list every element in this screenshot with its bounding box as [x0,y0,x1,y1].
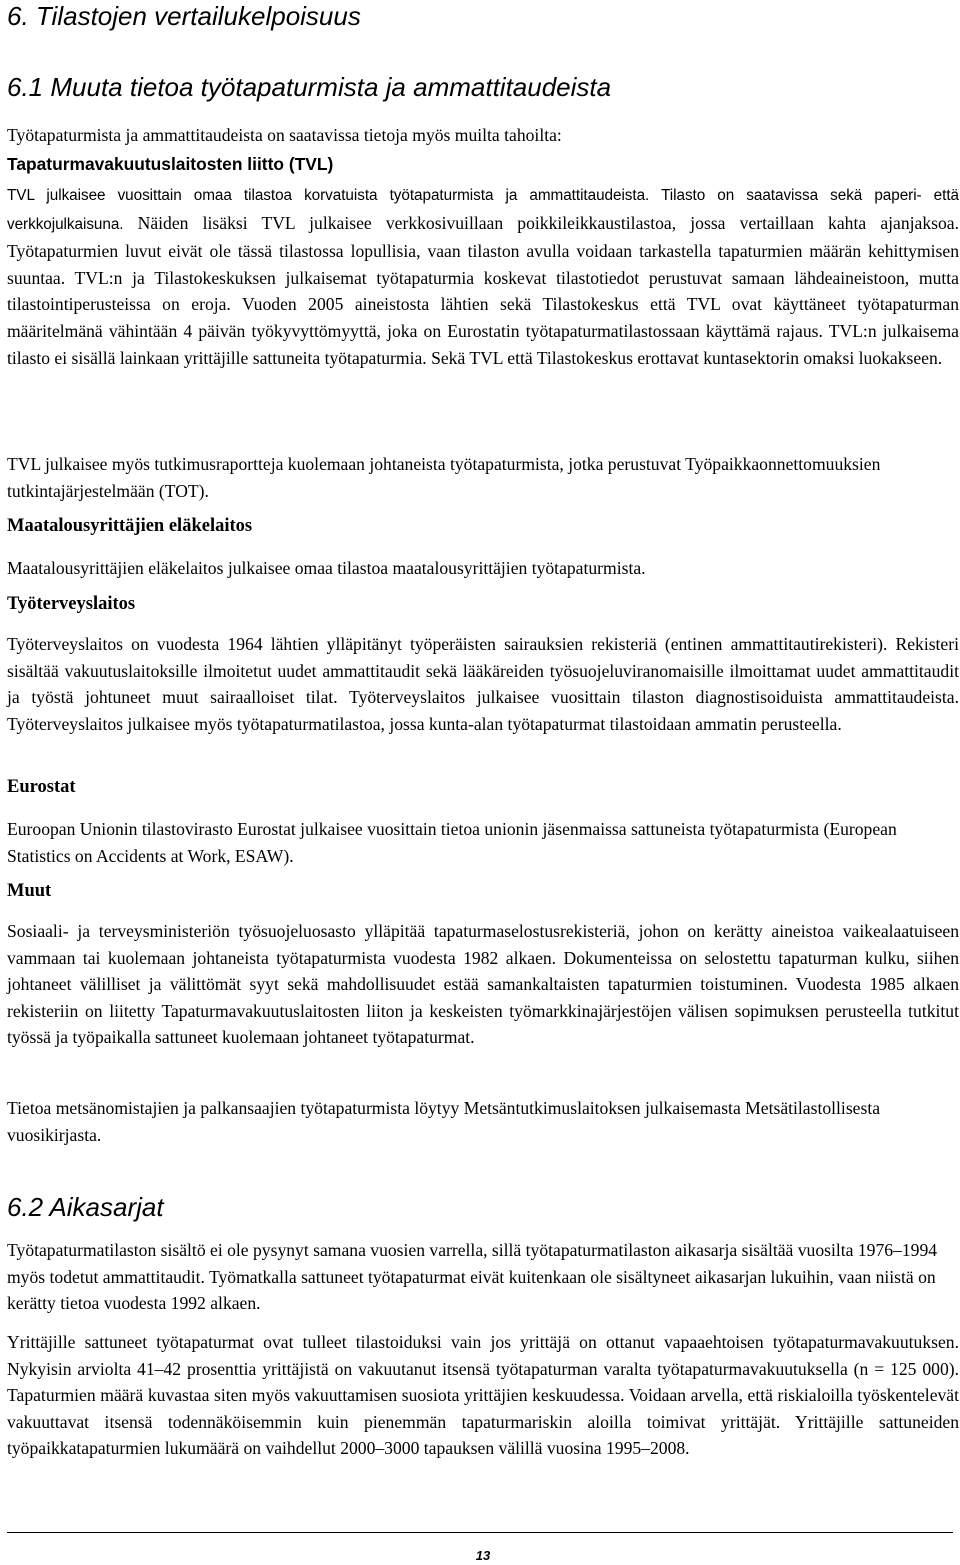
section-heading-6-1: 6.1 Muuta tietoa työtapaturmista ja ammattitaudeista [7,72,612,102]
muut-paragraph-1: Sosiaali- ja terveysministeriön työsuojeluosasto ylläpitää tapaturmaselostusrekisteriä, johon on kerätty aineistoa vaikealaatuiseen vammaan tai kuolemaan johtaneista työtapaturmista vuodesta 1982 alkaen. Dokumenteissa on selostettu tapaturman kulku, siihen johtaneet välilliset ja välittömät syyt sekä mahdollisuudet estää samankaltaisten tapaturmien toistuminen. Vuodesta 1985 alkaen rekisteriin on liitetty Tapaturmavakuutuslaitosten liiton ja keskeisten työmarkkinajärjestöjen välisen sopimuksen perusteella tutkitut työssä ja työpaikalla sattuneet kuolemaan johtaneet työtapaturmat. [7,921,959,1048]
tvl-body: Näiden lisäksi TVL julkaisee verkkosivuillaan poikkileikkaustilastoa, jossa vertaillaan kahta ajanjaksoa. Työtapaturmien luvut eivät ole tässä tilastossa lopullisia, vaan tilaston avulla voidaan tarkastella tapaturmien määrän kehittymisen suuntaa. TVL:n ja Tilastokeskuksen julkaisemat työtapaturmia koskevat tilastotiedot perustuvat samaan lähdeaineistoon, mutta tilastointiperusteissa on eroja. Vuoden 2005 aineistosta lähtien sekä Tilastokeskus että TVL ovat käyttäneet työtapaturman määritelmänä vähintään 4 päivän työkyvyttömyyttä, joka on Eurostatin työtapaturmatilastossaan käyttämä rajaus. TVL:n julkaisema tilasto ei sisällä lainkaan yrittäjille sattuneita työtapaturmia. Sekä TVL että Tilastokeskus erottavat kuntasektorin omaksi luokakseen. [7,212,959,368]
page-number [0,1548,960,1563]
tvl-paragraph-2: TVL julkaisee myös tutkimusraportteja kuolemaan johtaneista työtapaturmista, jotka perustuvat Työpaikkaonnettomuuksien tutkintajärjestelmään (TOT). [7,454,881,501]
footer-divider [7,1532,953,1533]
mela-heading: Maatalousyrittäjien eläkelaitos [7,516,253,536]
aikasarjat-paragraph-1: Työtapaturmatilaston sisältö ei ole pysynyt samana vuosien varrella, sillä työtapaturmatilaston aikasarja sisältää vuosilta 1976–1994 myös todetut ammattitaudit. Työmatkalla sattuneet työtapaturmat eivät kuitenkaan ole sisältyneet aikasarjan lukuihin, vaan niistä on kerätty tietoa vuodesta 1992 alkaen. [7,1240,938,1314]
mela-paragraph: Maatalousyrittäjien eläkelaitos julkaisee omaa tilastoa maatalousyrittäjien työtapaturmista. [7,558,646,578]
eurostat-heading: Eurostat [7,777,76,797]
tvl-lead: TVL julkaisee vuosittain omaa tilastoa korvatuista työtapaturmista ja ammattitaudeista. Tilasto on saatavissa sekä paperi- että verkkojulkaisuna. [7,187,959,233]
intro-paragraph: Työtapaturmista ja ammattitaudeista on saatavissa tietoja myös muilta tahoilta: [7,125,562,145]
page-number-text: 13 [475,1548,491,1563]
section-heading-6-2: 6.2 Aikasarjat [7,1192,164,1222]
eurostat-paragraph: Euroopan Unionin tilastovirasto Eurostat julkaisee vuosittain tietoa unionin jäsenmaissa sattuneista työtapaturmista (European Statistics on Accidents at Work, ESAW). [7,819,897,866]
muut-heading: Muut [7,881,52,901]
aikasarjat-paragraph-2: Yrittäjille sattuneet työtapaturmat ovat tulleet tilastoiduksi vain jos yrittäjä on ottanut vapaaehtoisen työtapaturmavakuutuksen. Nykyisin arviolta 41–42 prosenttia yrittäjistä on vakuutanut itsensä työtapaturman varalta työtapaturmavakuutuksella (n = 125 000). Tapaturmien määrä kuvastaa siten myös vakuuttamisen suosiota yrittäjien keskuudessa. Voidaan arvella, että riskialoilla työskentelevät vakuuttavat itsensä todennäköisemmin kuin pienemmän tapaturmariskin aloilla toimivat yrittäjät. Yrittäjille sattuneiden työpaikkatapaturmien lukumäärä on vaihdellut 2000–3000 tapauksen välillä vuosina 1995–2008. [7,1332,959,1459]
tvl-heading: Tapaturmavakuutuslaitosten liitto (TVL) [7,154,334,174]
muut-paragraph-2: Tietoa metsänomistajien ja palkansaajien työtapaturmista löytyy Metsäntutkimuslaitoksen julkaisemasta Metsätilastollisesta vuosikirjasta. [7,1098,881,1145]
tvl-paragraph [7,181,959,371]
chapter-heading: 6. Tilastojen vertailukelpoisuus [7,1,361,31]
ttl-heading: Työterveyslaitos [7,594,136,614]
ttl-paragraph: Työterveyslaitos on vuodesta 1964 lähtien ylläpitänyt työperäisten sairauksien rekisteriä (entinen ammattitautirekisteri). Rekisteri sisältää vakuutuslaitoksille ilmoitetut uudet ammattitaudit sekä lääkäreiden työsuojeluviranomaisille ilmoittamat uudet ammattitaudit ja työstä johtuneet muut sairaalloiset tilat. Työterveyslaitos julkaisee vuosittain tilaston diagnostisoiduista ammattitaudeista. Työterveyslaitos julkaisee myös työtapaturmatilastoa, jossa kunta-alan työtapaturmat tilastoidaan ammatin perusteella. [7,634,959,734]
